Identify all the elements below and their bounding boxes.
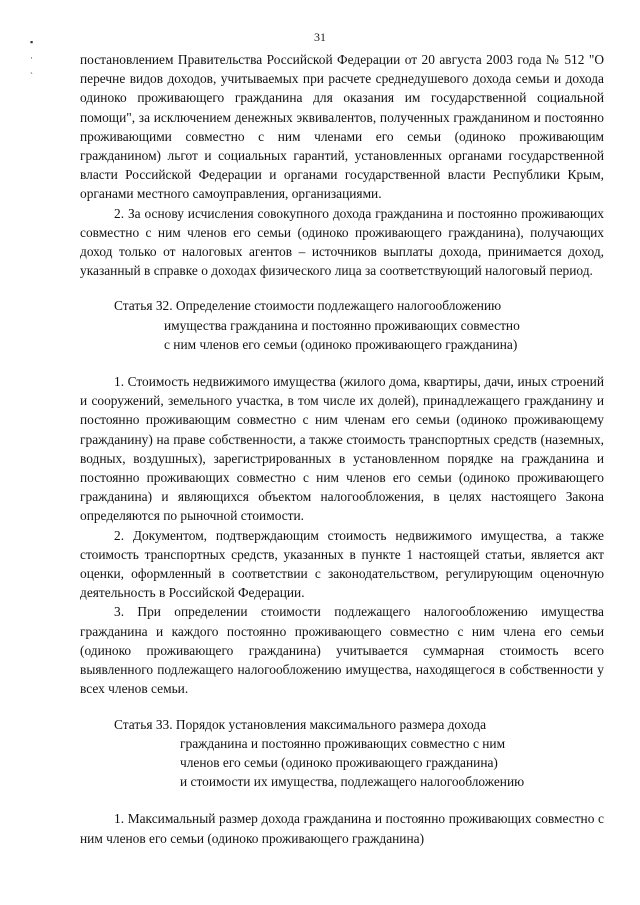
article-33-title-line2: гражданина и постоянно проживающих совместно с ним [180, 735, 506, 751]
article-32-paragraph-2: 2. Документом, подтверждающим стоимость недвижимого имущества, а также стоимость транспортных средств, указанных в пункте 1 настоящей статьи, является акт оценки, оформленный в соответствии с законодательством, регулирующим оценочную деятельность в Российской Федерации. [80, 527, 604, 601]
document-body [80, 50, 604, 848]
article-32-heading [80, 296, 604, 354]
article-33-paragraph-1: 1. Максимальный размер дохода гражданина и постоянно проживающих совместно с ним членов его семьи (одиноко проживающего гражданина) [80, 811, 604, 846]
article-32-paragraph-3: 3. При определении стоимости подлежащего налогообложению имущества гражданина и каждого постоянно проживающего совместно с ним члена его семьи (одиноко проживающего гражданина) учитывается суммарная стоимость всего выявленного подлежащего налогообложению имущества, находящегося в собственности у всех членов семьи. [80, 604, 604, 697]
article-33-heading [80, 715, 604, 792]
margin-mark: ` [30, 71, 33, 81]
article-33-title-line4: и стоимости их имущества, подлежащего налогообложению [180, 774, 525, 790]
margin-mark: · [30, 53, 33, 63]
article-32-paragraph-1: 1. Стоимость недвижимого имущества (жилого дома, квартиры, дачи, иных строений и сооружений, земельного участка, в том числе их долей), принадлежащего гражданину и постоянно проживающим совместно с ним членам его семьи (одиноко проживающему гражданину) на праве собственности, а также стоимость транспортных средств (наземных, водных, воздушных), зарегистрированных в установленном порядке на гражданина и постоянно проживающих совместно с ним членов его семьи (одиноко проживающего гражданина) и являющихся объектом налогообложения, в целях настоящего Закона определяются по рыночной стоимости. [80, 374, 604, 524]
intro-paragraph: постановлением Правительства Российской Федерации от 20 августа 2003 года № 512 "О перечне видов доходов, учитываемых при расчете среднедушевого дохода семьи и дохода одиноко проживающего гражданина для оказания им государственной социальной помощи", за исключением денежных эквивалентов, полученных гражданином и постоянно проживающими совместно с ним членами его семьи (одиноко проживающим гражданином) льгот и социальных гарантий, установленных органами государственной власти Российской Федерации и органами государственной власти Республики Крым, органами местного самоуправления, организациями. [80, 52, 604, 202]
page-number: 31 [314, 30, 326, 44]
article-33-title: Статья 33. Порядок установления максимального размера дохода [114, 716, 487, 732]
article-32-title: Статья 32. Определение стоимости подлежащего налогообложению [114, 298, 502, 314]
paragraph-2: 2. За основу исчисления совокупного дохода гражданина и постоянно проживающих совместно с ним членов его семьи (одиноко проживающего гражданина), получающих доход только от налоговых агентов – источников выплаты дохода, принимается доход, указанный в справке о доходах физического лица за соответствующий налоговый период. [80, 205, 604, 279]
article-32-title-line2: имущества гражданина и постоянно проживающих совместно [164, 317, 520, 333]
margin-mark: ▪ [30, 37, 34, 47]
article-32-title-line3: с ним членов его семьи (одиноко проживающего гражданина) [164, 336, 518, 352]
article-33-title-line3: членов его семьи (одиноко проживающего гражданина) [180, 754, 498, 770]
